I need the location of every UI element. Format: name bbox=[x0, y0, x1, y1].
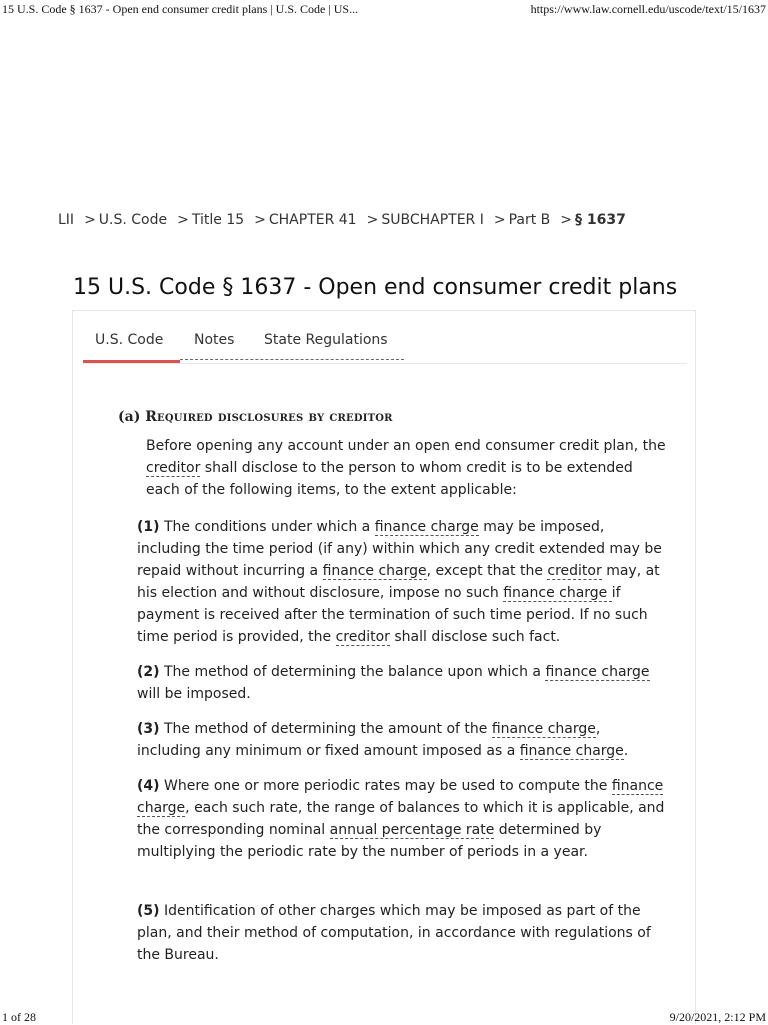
section-heading bbox=[118, 409, 393, 425]
breadcrumb-title-15[interactable]: Title 15 bbox=[191, 212, 245, 228]
tab-divider-dashed bbox=[180, 359, 404, 360]
paragraph-text: will be imposed. bbox=[137, 686, 251, 702]
page-title: 15 U.S. Code § 1637 - Open end consumer credit plans bbox=[73, 275, 678, 300]
print-page-count: 1 of 28 bbox=[2, 1010, 36, 1024]
section-heading-text: Required disclosures by creditor bbox=[145, 409, 393, 425]
paragraph-2 bbox=[137, 661, 665, 705]
paragraph-text: The method of determining the amount of the bbox=[159, 721, 492, 737]
defined-term-link[interactable]: finance charge bbox=[491, 721, 596, 737]
content-panel bbox=[72, 310, 696, 1024]
paragraph-text: The method of determining the balance upon which a bbox=[159, 664, 546, 680]
defined-term-link[interactable]: creditor bbox=[146, 460, 201, 476]
print-date: 9/20/2021, 2:12 PM bbox=[669, 1010, 766, 1024]
tab-us-code[interactable]: U.S. Code bbox=[95, 332, 164, 348]
breadcrumb-separator: > bbox=[84, 212, 96, 228]
tab-notes[interactable]: Notes bbox=[194, 332, 235, 348]
paragraph-number: (1) bbox=[137, 519, 160, 535]
breadcrumb bbox=[58, 212, 626, 234]
active-tab-indicator bbox=[83, 360, 180, 363]
breadcrumb-lii[interactable]: LII bbox=[58, 212, 75, 228]
paragraph-1 bbox=[137, 516, 665, 648]
section-label: (a) bbox=[118, 409, 141, 425]
paragraph-text: The conditions under which a bbox=[159, 519, 375, 535]
defined-term-link[interactable]: finance charge bbox=[322, 563, 427, 579]
paragraph-4 bbox=[137, 775, 665, 863]
print-footer bbox=[0, 1008, 768, 1024]
paragraph-text: may, at his election and without disclosure, impose no such bbox=[137, 563, 660, 601]
print-header bbox=[0, 0, 768, 20]
paragraph-3 bbox=[137, 718, 665, 762]
print-header-title: 15 U.S. Code § 1637 - Open end consumer credit plans | U.S. Code | US... bbox=[2, 2, 359, 16]
breadcrumb-current: § 1637 bbox=[575, 212, 626, 228]
defined-term-link[interactable]: finance charge bbox=[374, 519, 479, 535]
paragraph-text: , including any minimum or fixed amount imposed as a bbox=[137, 721, 601, 759]
lead-text: shall disclose to the person to whom credit is to be extended each of the following items, to the extent applicable: bbox=[146, 460, 633, 498]
tab-bar bbox=[83, 311, 687, 364]
tab-state-regulations[interactable]: State Regulations bbox=[264, 332, 388, 348]
breadcrumb-subchapter-i[interactable]: SUBCHAPTER I bbox=[381, 212, 484, 228]
breadcrumb-part-b[interactable]: Part B bbox=[508, 212, 551, 228]
paragraph-number: (2) bbox=[137, 664, 160, 680]
lead-text: Before opening any account under an open end consumer credit plan, the bbox=[146, 438, 666, 454]
section-lead-text bbox=[146, 435, 666, 501]
defined-term-link[interactable]: creditor bbox=[335, 629, 390, 645]
defined-term-link[interactable]: finance charge bbox=[503, 585, 612, 601]
breadcrumb-separator: > bbox=[366, 212, 379, 228]
breadcrumb-separator: > bbox=[560, 212, 573, 228]
paragraph-text: Identification of other charges which may be imposed as part of the plan, and their method of computation, in accordance with regulations of the Bureau. bbox=[137, 903, 651, 963]
breadcrumb-chapter-41[interactable]: CHAPTER 41 bbox=[268, 212, 357, 228]
paragraph-number: (3) bbox=[137, 721, 160, 737]
breadcrumb-separator: > bbox=[493, 212, 506, 228]
paragraph-text: may be imposed, including the time period (if any) within which any credit extended may be repaid without incurring a bbox=[137, 519, 662, 579]
paragraph-number: (5) bbox=[137, 903, 160, 919]
paragraph-text: , except that the bbox=[426, 563, 548, 579]
breadcrumb-us-code[interactable]: U.S. Code bbox=[98, 212, 168, 228]
defined-term-link[interactable]: finance charge bbox=[519, 743, 624, 759]
paragraph-text: , each such rate, the range of balances to which it is applicable, and the corresponding nominal bbox=[137, 800, 665, 838]
paragraph-text: . bbox=[623, 743, 629, 759]
paragraph-number: (4) bbox=[137, 778, 160, 794]
breadcrumb-separator: > bbox=[254, 212, 266, 228]
defined-term-link[interactable]: creditor bbox=[547, 563, 602, 579]
defined-term-link[interactable]: finance charge bbox=[137, 778, 664, 816]
paragraph-text: Where one or more periodic rates may be used to compute the bbox=[159, 778, 612, 794]
paragraph-text: determined by multiplying the periodic rate by the number of periods in a year. bbox=[137, 822, 602, 860]
paragraph-text: shall disclose such fact. bbox=[389, 629, 561, 645]
defined-term-link[interactable]: annual percentage rate bbox=[329, 822, 495, 838]
print-header-url: https://www.law.cornell.edu/uscode/text/15/1637 bbox=[530, 2, 766, 16]
defined-term-link[interactable]: finance charge bbox=[545, 664, 650, 680]
paragraph-5 bbox=[137, 900, 665, 966]
paragraph-text: if payment is received after the termination of such time period. If no such time period is provided, the bbox=[137, 585, 648, 645]
breadcrumb-separator: > bbox=[177, 212, 189, 228]
